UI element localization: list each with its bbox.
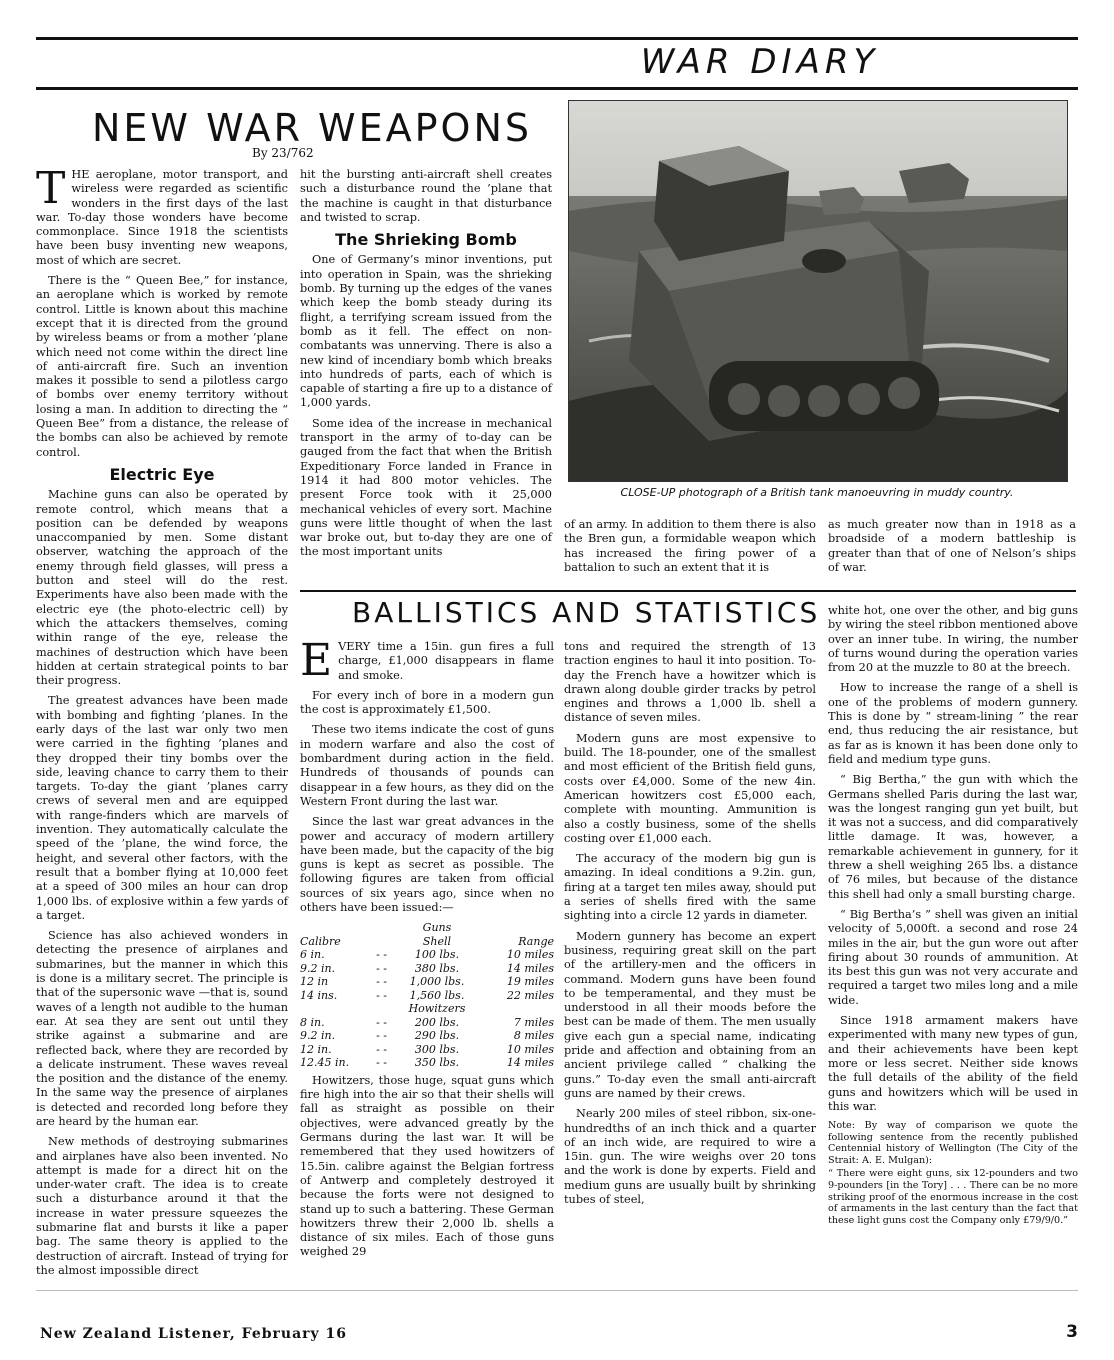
- footer-rule: [36, 1290, 1078, 1291]
- photo-caption: CLOSE-UP photograph of a British tank manoeuvring in muddy country.: [620, 486, 1014, 499]
- masthead-title: WAR DIARY: [640, 42, 880, 82]
- paragraph: Howitzers, those huge, squat guns which fire high into the air so that their shells will fall as straight as possible on their objectives, were advanced greatly by the Germans during the last war. It will be remembered that they used howitzers of 15.5in. calibre against the Belgian fortress of Antwerp and completely destroyed it because the forts were not designed to stand up to such a battering. These German howitzers threw their 2,000 lb. shells a distance of six miles. Each of those guns weighed 29: [300, 1073, 554, 1259]
- dropcap-t: T: [36, 163, 66, 214]
- article2-column-1: [300, 635, 554, 1259]
- article-divider: [300, 590, 1076, 592]
- top-rule: [36, 37, 1078, 40]
- table-row: 9.2 in. - - 380 lbs. 14 miles: [300, 961, 554, 975]
- paragraph: The greatest advances have been made with bombing and fighting ’planes. In the early days of the last war only two men were carried in the fighting ’planes and they dropped their tiny bombs over the side, leaving chance to carry them to their targets. To-day the giant ’planes carry crews of several men and are equipped with range-finders which are marvels of invention. They automatically calculate the speed of the ’plane, the wind force, the height, and several other factors, with the result that a bomber flying at 10,000 feet at a speed of 300 miles an hour can drop 1,000 lbs. of explosive within a few yards of a target.: [36, 694, 288, 922]
- tank-photo: [568, 100, 1068, 482]
- table-row: 12 in. - - 300 lbs. 10 miles: [300, 1042, 554, 1056]
- gun-statistics-table: [300, 921, 554, 1070]
- tank-illustration: [569, 101, 1067, 481]
- column-header: Calibre: [300, 934, 341, 948]
- paragraph: VERY time a 15in. gun fires a full charge, £1,000 disappears in flame and smoke.: [338, 640, 554, 682]
- paragraph: Since 1918 armament makers have experimented with many new types of gun, and their achievements have been kept more or less secret. Neither side knows the full details of the ability of the field guns and howitzers which will be used in this war.: [828, 1014, 1078, 1113]
- article1-headline: NEW WAR WEAPONS: [92, 106, 533, 150]
- table-row: 14 ins. - - 1,560 lbs. 22 miles: [300, 988, 554, 1002]
- table-row: 12.45 in. - - 350 lbs. 14 miles: [300, 1056, 554, 1070]
- paragraph: Science has also achieved wonders in detecting the presence of airplanes and submarines, but the manner in which this is done is a military secret. The principle is that of the supersonic wave —that is, sound waves of a length not audible to the human ear. At sea they are sent out until they strike against a submarine and are reflected back, where they are recorded by a delicate instrument. These waves reveal the position and the distance of the enemy. In the same way the presence of airplanes is detected and recorded long before they are heard by the human ear.: [36, 929, 288, 1128]
- paragraph: Machine guns can also be operated by remote control, which means that a position can be defended by weapons unaccompanied by men. Some distant observer, watching the approach of the enemy through field glasses, will press a button and steel will do the rest. Experiments have also been made with the electric eye (the photo-electric cell) by which the attackers themselves, coming within range of the eye, release the machines of destruction which have been hidden at certain strategical points to bar their progress.: [36, 488, 288, 688]
- paragraph: hit the bursting anti-aircraft shell creates such a disturbance round the ’plane that the machine is caught in that disturbance and twisted to scrap.: [300, 168, 552, 224]
- paragraph: One of Germany’s minor inventions, put into operation in Spain, was the shrieking bomb. By turning up the edges of the vanes which keep the bomb steady during its flight, a terrifying scream issued from the bomb as it fell. The effect on non-combatants was unnerving. There is also a new kind of incendiary bomb which breaks into hundreds of parts, each of which is capable of starting a fire up to a distance of 1,000 yards.: [300, 253, 552, 410]
- paragraph: as much greater now than in 1918 as a broadside of a modern battleship is greater than that of one of Nelson’s ships of war.: [828, 518, 1076, 574]
- paragraph: New methods of destroying submarines and airplanes have also been invented. No attempt is made for a direct hit on the under-water craft. The idea is to create such a disturbance around it that the increase in water pressure squeezes the submarine flat and bursts it like a paper bag. The same theory is applied to the destruction of aircraft. Instead of trying for the almost impossible direct: [36, 1135, 288, 1277]
- page-number: 3: [1066, 1322, 1078, 1342]
- table-row: 8 in. - - 200 lbs. 7 miles: [300, 1015, 554, 1029]
- paragraph: Since the last war great advances in the power and accuracy of modern artillery have been made, but the capacity of the big guns is kept as secret as possible. The following figures are taken from official sources of six years ago, since when no others have been issued:—: [300, 815, 554, 915]
- article1-column-3: [564, 518, 816, 578]
- article1-column-2: [300, 168, 552, 576]
- footnote-quote: “ There were eight guns, six 12-pounders and two 9-pounders [in the Tory] . . . There can be no more striking proof of the enormous increase in the cost of armaments in the last century than the fact that these light guns cost the Company only £79/9/0.”: [828, 1168, 1078, 1226]
- footnote: [828, 1120, 1078, 1166]
- paragraph: Modern gunnery has become an expert business, requiring great skill on the part of the artillery-men and the officers in command. Modern guns have been found to be temperamental, and they must be understood in all their moods before the best can be made of them. The men usually give each gun a special name, indicating pride and affection and obtaining from an ancient privilege called “ chalking the guns.” To-day even the small anti-aircraft guns are named by their crews.: [564, 929, 816, 1100]
- table-section-heading: Howitzers: [408, 1002, 466, 1016]
- paragraph: tons and required the strength of 13 traction engines to haul it into position. To-day the French have a howitzer which is drawn along double girder tracks by petrol engines and throws a 1,000 lb. shell a distance of seven miles.: [564, 640, 816, 725]
- column-header: Range: [518, 934, 554, 948]
- paragraph: “ Big Bertha’s ” shell was given an initial velocity of 5,000ft. a second and rose 24 miles in the air, but the gun wore out after firing about 30 rounds of ammunition. At its best this gun was not very accurate and required a target two miles long and a mile wide.: [828, 907, 1078, 1007]
- publication-footer: New Zealand Listener, February 16: [40, 1326, 348, 1342]
- paragraph: For every inch of bore in a modern gun the cost is approximately £1,500.: [300, 688, 554, 717]
- article2-column-3: [828, 604, 1078, 1254]
- column-header: Shell: [422, 934, 452, 948]
- article1-column-4: [828, 518, 1076, 578]
- paragraph: There is the “ Queen Bee,” for instance, an aeroplane which is worked by remote control. Little is known about this machine except that it is directed from the ground by wireless beams or from a mother ’plane which need not come within the direct line of anti-aircraft fire. Such an invention makes it possible to send a pilotless cargo of bombs over enemy territory without losing a man. In addition to directing the “ Queen Bee” from a distance, the release of the bombs can also be achieved by remote control.: [36, 274, 288, 459]
- article2-headline: BALLISTICS AND STATISTICS: [352, 596, 821, 629]
- paragraph: Some idea of the increase in mechanical transport in the army of to-day can be gauged from the fact that when the British Expeditionary Force landed in France in 1914 it had 800 motor vehicles. The present Force took with it 25,000 mechanical vehicles of every sort. Machine guns were little thought of when the last war broke out, but to-day they are one of the most important units: [300, 416, 552, 559]
- paragraph: How to increase the range of a shell is one of the problems of modern gunnery. This is done by “ stream-lining ” the rear end, thus reducing the air resistance, but as far as is known it has been done only to field and medium type guns.: [828, 681, 1078, 766]
- paragraph: of an army. In addition to them there is also the Bren gun, a formidable weapon which has increased the firing power of a battalion to such an extent that it is: [564, 518, 816, 574]
- paragraph: HE aeroplane, motor transport, and wireless were regarded as scientific wonders in the first days of the last war. To-day those wonders have become commonplace. Since 1918 the scientists have been busy inventing new weapons, most of which are secret.: [36, 168, 288, 267]
- masthead-rule: [36, 87, 1078, 90]
- table-row: 12 in - - 1,000 lbs. 19 miles: [300, 975, 554, 989]
- subheading-shrieking-bomb: The Shrieking Bomb: [335, 230, 517, 250]
- paragraph: These two items indicate the cost of guns in modern warfare and also the cost of bombardment during action in the field. Hundreds of thousands of pounds can disappear in a few hours, as they did on the Western Front during the last war.: [300, 723, 554, 808]
- dropcap-e: E: [300, 635, 333, 686]
- subheading-electric-eye: Electric Eye: [109, 464, 215, 484]
- article1-column-1: [36, 163, 288, 1277]
- note-text: By way of comparison we quote the following sentence from the recently published Centennial history of Wellington (The City of the Strait: A. E. Mulgan):: [828, 1120, 1078, 1166]
- paragraph: Nearly 200 miles of steel ribbon, six-one-hundredths of an inch thick and a quarter of an inch wide, are required to wire a 15in. gun. The wire weighs over 20 tons and the work is done by experts. Field and medium guns are usually built by shrinking tubes of steel,: [564, 1107, 816, 1206]
- article1-byline: By 23/762: [252, 146, 314, 160]
- paragraph: white hot, one over the other, and big guns by wiring the steel ribbon mentioned above over an inner tube. In wiring, the number of turns wound during the operation varies from 20 at the muzzle to 80 at the breech.: [828, 604, 1078, 675]
- article2-column-2: [564, 640, 816, 1252]
- paragraph: The accuracy of the modern big gun is amazing. In ideal conditions a 9.2in. gun, firing at a target ten miles away, should put a series of shells fired with the same sighting into a circle 12 yards in diameter.: [564, 852, 816, 923]
- table-row: 6 in. - - 100 lbs. 10 miles: [300, 948, 554, 962]
- paragraph: Modern guns are most expensive to build. The 18-pounder, one of the smallest and most efficient of the British field guns, costs over £4,000. Some of the new 4in. American howitzers cost £5,000 each, complete with mounting. Ammunition is also a costly business, some of the shells costing over £1,000 each.: [564, 731, 816, 845]
- table-section-heading: Guns: [422, 921, 452, 935]
- note-label: Note:: [828, 1120, 855, 1132]
- table-row: 9.2 in. - - 290 lbs. 8 miles: [300, 1029, 554, 1043]
- paragraph: “ Big Bertha,” the gun with which the Germans shelled Paris during the last war, was the longest ranging gun yet built, but it was not a success, and did comparatively little damage. It was, however, a remarkable achievement in gunnery, for it threw a shell weighing 265 lbs. a distance of 76 miles, but because of the distance this shell had only a small bursting charge.: [828, 773, 1078, 901]
